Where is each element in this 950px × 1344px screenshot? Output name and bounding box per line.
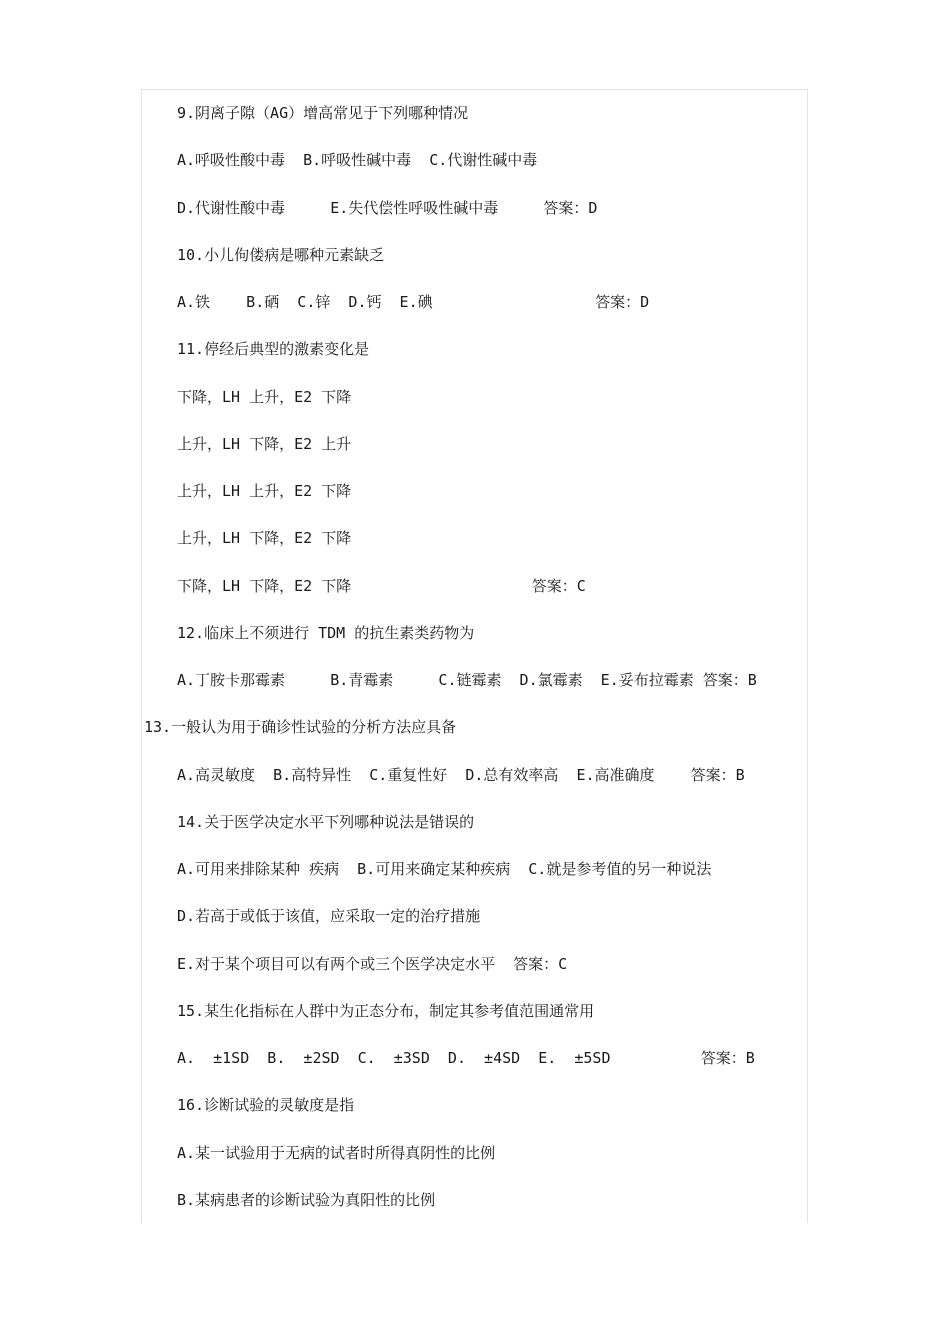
question-14: 14.关于医学决定水平下列哪种说法是错误的 xyxy=(177,813,475,831)
question-16-option-a: A.某一试验用于无病的试者时所得真阴性的比例 xyxy=(177,1144,496,1162)
question-14-options-a-c: A.可用来排除某种 疾病 B.可用来确定某种疾病 C.就是参考值的另一种说法 xyxy=(177,860,712,878)
question-12-options-answer: A.丁胺卡那霉素 B.青霉素 C.链霉素 D.氯霉素 E.妥布拉霉素 答案：B xyxy=(177,671,757,689)
question-15: 15.某生化指标在人群中为正态分布，制定其参考值范围通常用 xyxy=(177,1002,595,1020)
question-16: 16.诊断试验的灵敏度是指 xyxy=(177,1096,355,1114)
question-11-option-b: 上升，LH 下降，E2 上升 xyxy=(177,435,352,453)
question-11-option-a: 下降，LH 上升，E2 下降 xyxy=(177,388,352,406)
question-10-options-answer: A.铁 B.硒 C.锌 D.钙 E.碘 答案：D xyxy=(177,293,650,311)
question-9-options-a-c: A.呼吸性酸中毒 B.呼吸性碱中毒 C.代谢性碱中毒 xyxy=(177,151,538,169)
question-13-options-answer: A.高灵敏度 B.高特异性 C.重复性好 D.总有效率高 E.高准确度 答案：B xyxy=(177,766,745,784)
question-13: 13.一般认为用于确诊性试验的分析方法应具备 xyxy=(144,718,457,736)
question-11-option-d: 上升，LH 下降，E2 下降 xyxy=(177,529,352,547)
question-16-option-b: B.某病患者的诊断试验为真阳性的比例 xyxy=(177,1191,436,1209)
question-9-options-d-e-answer: D.代谢性酸中毒 E.失代偿性呼吸性碱中毒 答案：D xyxy=(177,199,598,217)
question-11-option-c: 上升，LH 上升，E2 下降 xyxy=(177,482,352,500)
question-12: 12.临床上不须进行 TDM 的抗生素类药物为 xyxy=(177,624,475,642)
question-14-option-e-answer: E.对于某个项目可以有两个或三个医学决定水平 答案：C xyxy=(177,955,568,973)
question-10: 10.小儿佝偻病是哪种元素缺乏 xyxy=(177,246,385,264)
question-11-option-e-answer: 下降，LH 下降，E2 下降 答案：C xyxy=(177,577,586,595)
question-15-options-answer: A. ±1SD B. ±2SD C. ±3SD D. ±4SD E. ±5SD 答案：B xyxy=(177,1049,755,1067)
question-9: 9.阴离子隙（AG）增高常见于下列哪种情况 xyxy=(177,104,469,122)
question-11: 11.停经后典型的激素变化是 xyxy=(177,340,370,358)
question-14-option-d: D.若高于或低于该值，应采取一定的治疗措施 xyxy=(177,907,481,925)
